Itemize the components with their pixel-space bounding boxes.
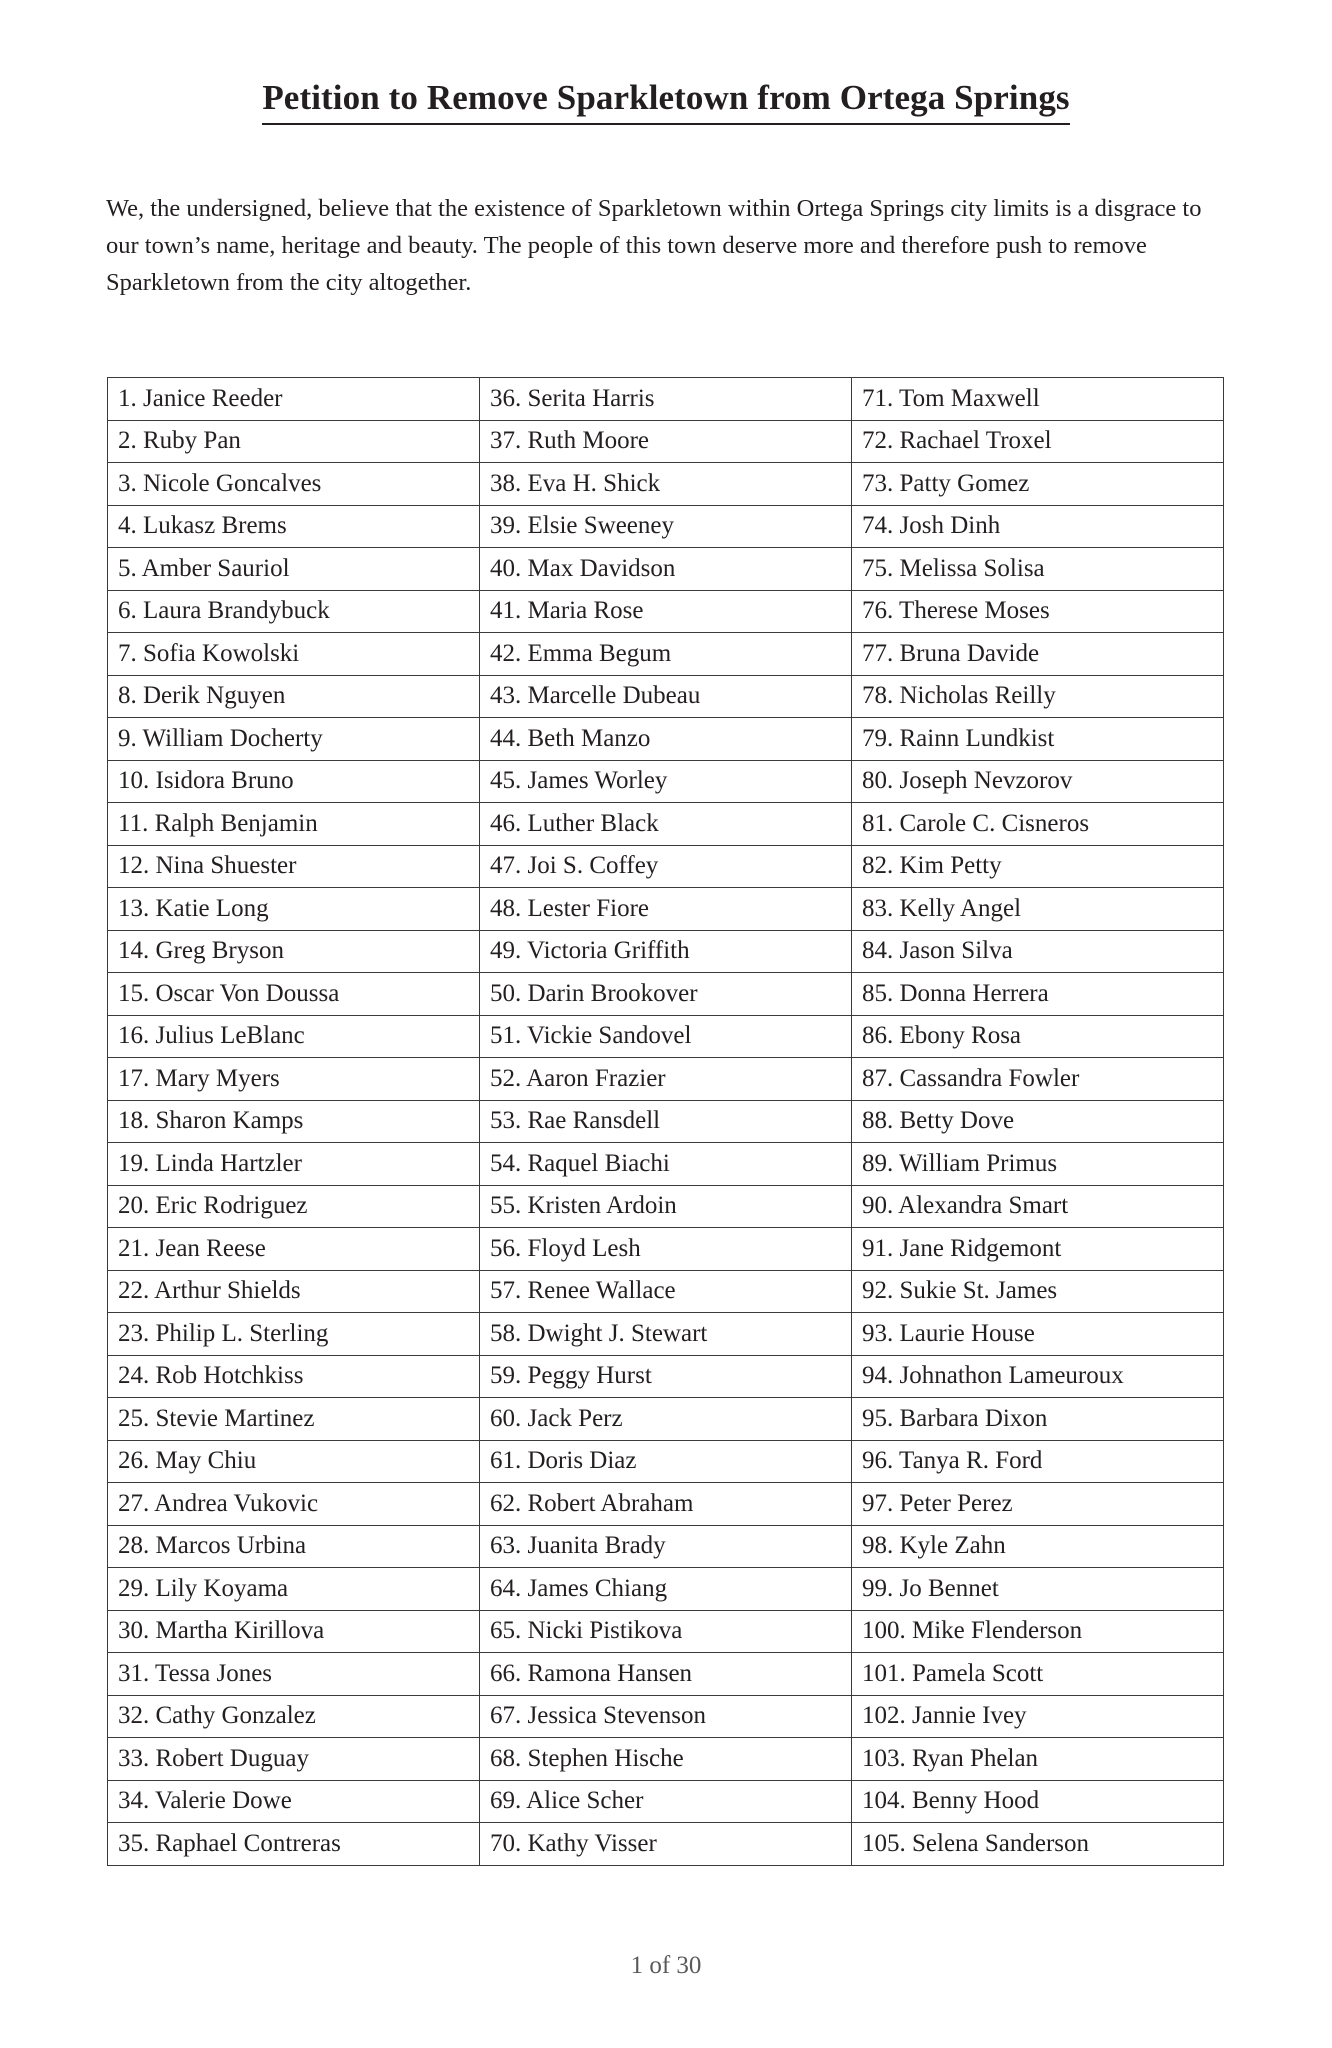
table-row [108, 1823, 1224, 1866]
signature-table-body [108, 378, 1224, 1866]
signature-cell: 52. Aaron Frazier [480, 1058, 852, 1101]
signature-cell: 57. Renee Wallace [480, 1270, 852, 1313]
table-row [108, 1270, 1224, 1313]
signature-cell: 12. Nina Shuester [108, 845, 480, 888]
table-row [108, 378, 1224, 421]
signature-cell: 42. Emma Begum [480, 633, 852, 676]
table-row [108, 1610, 1224, 1653]
table-row [108, 633, 1224, 676]
signature-cell: 47. Joi S. Coffey [480, 845, 852, 888]
signature-cell: 80. Joseph Nevzorov [852, 760, 1224, 803]
signature-cell: 51. Vickie Sandovel [480, 1015, 852, 1058]
signature-cell: 30. Martha Kirillova [108, 1610, 480, 1653]
signature-cell: 85. Donna Herrera [852, 973, 1224, 1016]
signature-cell: 46. Luther Black [480, 803, 852, 846]
signature-cell: 92. Sukie St. James [852, 1270, 1224, 1313]
table-row [108, 1185, 1224, 1228]
signature-cell: 20. Eric Rodriguez [108, 1185, 480, 1228]
signature-cell: 68. Stephen Hische [480, 1738, 852, 1781]
signature-cell: 45. James Worley [480, 760, 852, 803]
signature-cell: 76. Therese Moses [852, 590, 1224, 633]
signature-cell: 63. Juanita Brady [480, 1525, 852, 1568]
table-row [108, 1015, 1224, 1058]
signature-cell: 86. Ebony Rosa [852, 1015, 1224, 1058]
signature-cell: 41. Maria Rose [480, 590, 852, 633]
signature-cell: 14. Greg Bryson [108, 930, 480, 973]
signature-cell: 38. Eva H. Shick [480, 463, 852, 506]
signature-cell: 70. Kathy Visser [480, 1823, 852, 1866]
signature-cell: 101. Pamela Scott [852, 1653, 1224, 1696]
signature-cell: 32. Cathy Gonzalez [108, 1695, 480, 1738]
signature-cell: 61. Doris Diaz [480, 1440, 852, 1483]
signature-cell: 48. Lester Fiore [480, 888, 852, 931]
table-row [108, 1568, 1224, 1611]
signature-cell: 35. Raphael Contreras [108, 1823, 480, 1866]
table-row [108, 1228, 1224, 1271]
signature-cell: 9. William Docherty [108, 718, 480, 761]
table-row [108, 1440, 1224, 1483]
signature-cell: 79. Rainn Lundkist [852, 718, 1224, 761]
signature-cell: 81. Carole C. Cisneros [852, 803, 1224, 846]
table-row [108, 845, 1224, 888]
signature-cell: 29. Lily Koyama [108, 1568, 480, 1611]
table-row [108, 675, 1224, 718]
signature-cell: 10. Isidora Bruno [108, 760, 480, 803]
page-number: 1 of 30 [630, 1952, 702, 1979]
signature-cell: 40. Max Davidson [480, 548, 852, 591]
signature-cell: 17. Mary Myers [108, 1058, 480, 1101]
signature-cell: 1. Janice Reeder [108, 378, 480, 421]
table-row [108, 1143, 1224, 1186]
signature-cell: 58. Dwight J. Stewart [480, 1313, 852, 1356]
petition-intro: We, the undersigned, believe that the existence of Sparkletown within Ortega Springs city limits is a disgrace to our town’s name, heritage and beauty. The people of this town deserve more and therefore push to remove Sparkletown from the city altogether. [106, 195, 1202, 296]
signature-cell: 26. May Chiu [108, 1440, 480, 1483]
signature-cell: 50. Darin Brookover [480, 973, 852, 1016]
table-row [108, 888, 1224, 931]
signature-cell: 99. Jo Bennet [852, 1568, 1224, 1611]
signature-cell: 84. Jason Silva [852, 930, 1224, 973]
signature-cell: 4. Lukasz Brems [108, 505, 480, 548]
table-row [108, 1058, 1224, 1101]
signature-cell: 28. Marcos Urbina [108, 1525, 480, 1568]
table-row [108, 1695, 1224, 1738]
signature-cell: 56. Floyd Lesh [480, 1228, 852, 1271]
signature-cell: 23. Philip L. Sterling [108, 1313, 480, 1356]
table-row [108, 1313, 1224, 1356]
signature-cell: 93. Laurie House [852, 1313, 1224, 1356]
table-row [108, 1355, 1224, 1398]
signature-cell: 27. Andrea Vukovic [108, 1483, 480, 1526]
signature-cell: 19. Linda Hartzler [108, 1143, 480, 1186]
signature-cell: 102. Jannie Ivey [852, 1695, 1224, 1738]
table-row [108, 1483, 1224, 1526]
signature-cell: 104. Benny Hood [852, 1780, 1224, 1823]
signature-cell: 95. Barbara Dixon [852, 1398, 1224, 1441]
signature-cell: 62. Robert Abraham [480, 1483, 852, 1526]
signature-cell: 88. Betty Dove [852, 1100, 1224, 1143]
signature-cell: 5. Amber Sauriol [108, 548, 480, 591]
signature-cell: 39. Elsie Sweeney [480, 505, 852, 548]
signature-cell: 55. Kristen Ardoin [480, 1185, 852, 1228]
signature-cell: 24. Rob Hotchkiss [108, 1355, 480, 1398]
table-row [108, 1100, 1224, 1143]
signature-cell: 90. Alexandra Smart [852, 1185, 1224, 1228]
table-row [108, 973, 1224, 1016]
signature-cell: 7. Sofia Kowolski [108, 633, 480, 676]
signature-cell: 49. Victoria Griffith [480, 930, 852, 973]
signature-cell: 91. Jane Ridgemont [852, 1228, 1224, 1271]
signature-cell: 97. Peter Perez [852, 1483, 1224, 1526]
signature-cell: 71. Tom Maxwell [852, 378, 1224, 421]
signature-cell: 3. Nicole Goncalves [108, 463, 480, 506]
signature-cell: 94. Johnathon Lameuroux [852, 1355, 1224, 1398]
signature-cell: 87. Cassandra Fowler [852, 1058, 1224, 1101]
signature-cell: 98. Kyle Zahn [852, 1525, 1224, 1568]
table-row [108, 1525, 1224, 1568]
signature-cell: 96. Tanya R. Ford [852, 1440, 1224, 1483]
petition-title: Petition to Remove Sparkletown from Ortega Springs [262, 76, 1069, 125]
signature-cell: 82. Kim Petty [852, 845, 1224, 888]
table-row [108, 1738, 1224, 1781]
table-row [108, 590, 1224, 633]
signature-cell: 65. Nicki Pistikova [480, 1610, 852, 1653]
table-row [108, 718, 1224, 761]
signature-cell: 75. Melissa Solisa [852, 548, 1224, 591]
signature-cell: 89. William Primus [852, 1143, 1224, 1186]
signature-cell: 22. Arthur Shields [108, 1270, 480, 1313]
signature-cell: 59. Peggy Hurst [480, 1355, 852, 1398]
signature-cell: 54. Raquel Biachi [480, 1143, 852, 1186]
signature-cell: 16. Julius LeBlanc [108, 1015, 480, 1058]
signature-cell: 21. Jean Reese [108, 1228, 480, 1271]
signature-cell: 18. Sharon Kamps [108, 1100, 480, 1143]
signature-cell: 73. Patty Gomez [852, 463, 1224, 506]
signature-cell: 31. Tessa Jones [108, 1653, 480, 1696]
signature-cell: 25. Stevie Martinez [108, 1398, 480, 1441]
signature-cell: 44. Beth Manzo [480, 718, 852, 761]
signature-cell: 11. Ralph Benjamin [108, 803, 480, 846]
signature-cell: 78. Nicholas Reilly [852, 675, 1224, 718]
signature-cell: 66. Ramona Hansen [480, 1653, 852, 1696]
signature-cell: 6. Laura Brandybuck [108, 590, 480, 633]
signature-cell: 8. Derik Nguyen [108, 675, 480, 718]
signature-cell: 69. Alice Scher [480, 1780, 852, 1823]
table-row [108, 930, 1224, 973]
signature-cell: 15. Oscar Von Doussa [108, 973, 480, 1016]
table-row [108, 1780, 1224, 1823]
table-row [108, 760, 1224, 803]
signature-cell: 64. James Chiang [480, 1568, 852, 1611]
table-row [108, 1653, 1224, 1696]
signature-cell: 34. Valerie Dowe [108, 1780, 480, 1823]
signature-cell: 13. Katie Long [108, 888, 480, 931]
table-row [108, 803, 1224, 846]
signature-cell: 37. Ruth Moore [480, 420, 852, 463]
table-row [108, 1398, 1224, 1441]
signature-cell: 43. Marcelle Dubeau [480, 675, 852, 718]
signature-cell: 105. Selena Sanderson [852, 1823, 1224, 1866]
title-container [0, 76, 1332, 125]
signature-cell: 72. Rachael Troxel [852, 420, 1224, 463]
signature-cell: 36. Serita Harris [480, 378, 852, 421]
signature-cell: 33. Robert Duguay [108, 1738, 480, 1781]
table-row [108, 463, 1224, 506]
signature-cell: 67. Jessica Stevenson [480, 1695, 852, 1738]
signature-cell: 77. Bruna Davide [852, 633, 1224, 676]
table-row [108, 548, 1224, 591]
table-row [108, 420, 1224, 463]
table-row [108, 505, 1224, 548]
signature-cell: 74. Josh Dinh [852, 505, 1224, 548]
signature-cell: 103. Ryan Phelan [852, 1738, 1224, 1781]
signature-table [107, 377, 1224, 1866]
signature-cell: 100. Mike Flenderson [852, 1610, 1224, 1653]
signature-cell: 53. Rae Ransdell [480, 1100, 852, 1143]
signature-cell: 2. Ruby Pan [108, 420, 480, 463]
signature-cell: 83. Kelly Angel [852, 888, 1224, 931]
signature-cell: 60. Jack Perz [480, 1398, 852, 1441]
